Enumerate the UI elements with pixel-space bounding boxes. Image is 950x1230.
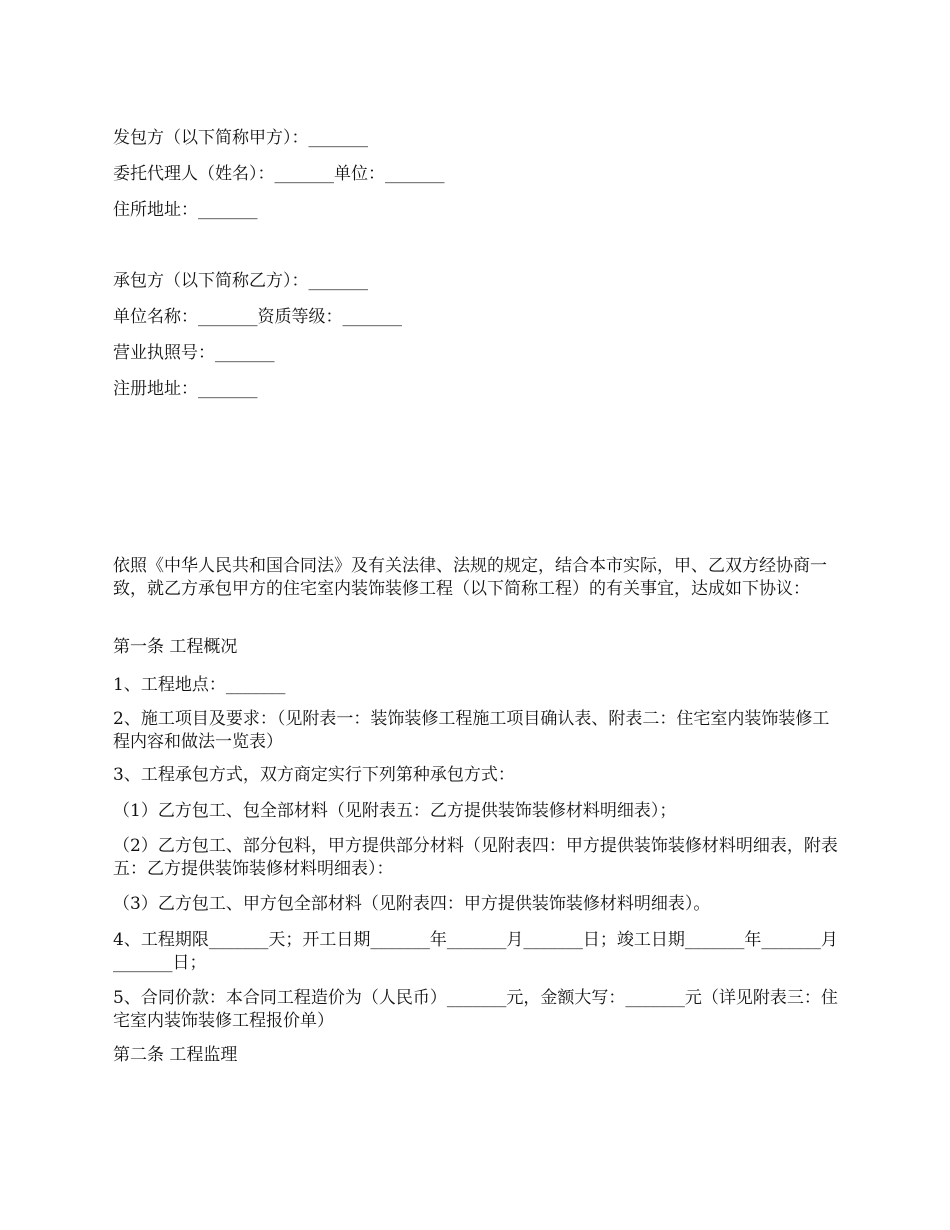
party-b-license-line: 营业执照号：_______ (113, 343, 275, 363)
article-2-heading: 第二条 工程监理 (113, 1045, 238, 1065)
article-1-item-1: 1、工程地点：_______ (113, 675, 286, 695)
party-a-agent-line: 委托代理人（姓名）：_______单位：_______ (113, 164, 445, 184)
party-b-address-line: 注册地址：_______ (113, 379, 258, 399)
party-a-name-line: 发包方（以下简称甲方）：_______ (113, 128, 368, 148)
article-1-item-5: 5、合同价款：本合同工程造价为（人民币）_______元，金额大写：_______元（详见附表三：住宅室内装饰装修工程报价单） (113, 988, 838, 1031)
article-1-heading: 第一条 工程概况 (113, 637, 238, 657)
article-1-item-3: 3、工程承包方式，双方商定实行下列第种承包方式： (113, 765, 515, 785)
article-1-item-4: 4、工程期限_______天；开工日期_______年_______月_______日；竣工日期_______年_______月_______日； (113, 930, 838, 973)
article-1-item-2: 2、施工项目及要求：（见附表一：装饰装修工程施工项目确认表、附表二：住宅室内装饰装修工程内容和做法一览表） (113, 709, 830, 752)
party-a-address-line: 住所地址：_______ (113, 200, 258, 220)
preamble-paragraph: 依照《中华人民共和国合同法》及有关法律、法规的规定，结合本市实际，甲、乙双方经协商一致，就乙方承包甲方的住宅室内装饰装修工程（以下简称工程）的有关事宜，达成如下协议： (113, 556, 827, 599)
contract-option-1: （1）乙方包工、包全部材料（见附表五：乙方提供装饰装修材料明细表）； (113, 801, 677, 821)
party-b-name-line: 承包方（以下简称乙方）：_______ (113, 271, 368, 291)
party-b-unit-line: 单位名称：_______资质等级：_______ (113, 307, 402, 327)
contract-option-3: （3）乙方包工、甲方包全部材料（见附表四：甲方提供装饰装修材料明细表）。 (113, 894, 711, 914)
contract-option-2: （2）乙方包工、部分包料，甲方提供部分材料（见附表四：甲方提供装饰装修材料明细表，附表五：乙方提供装饰装修材料明细表）： (113, 836, 838, 879)
